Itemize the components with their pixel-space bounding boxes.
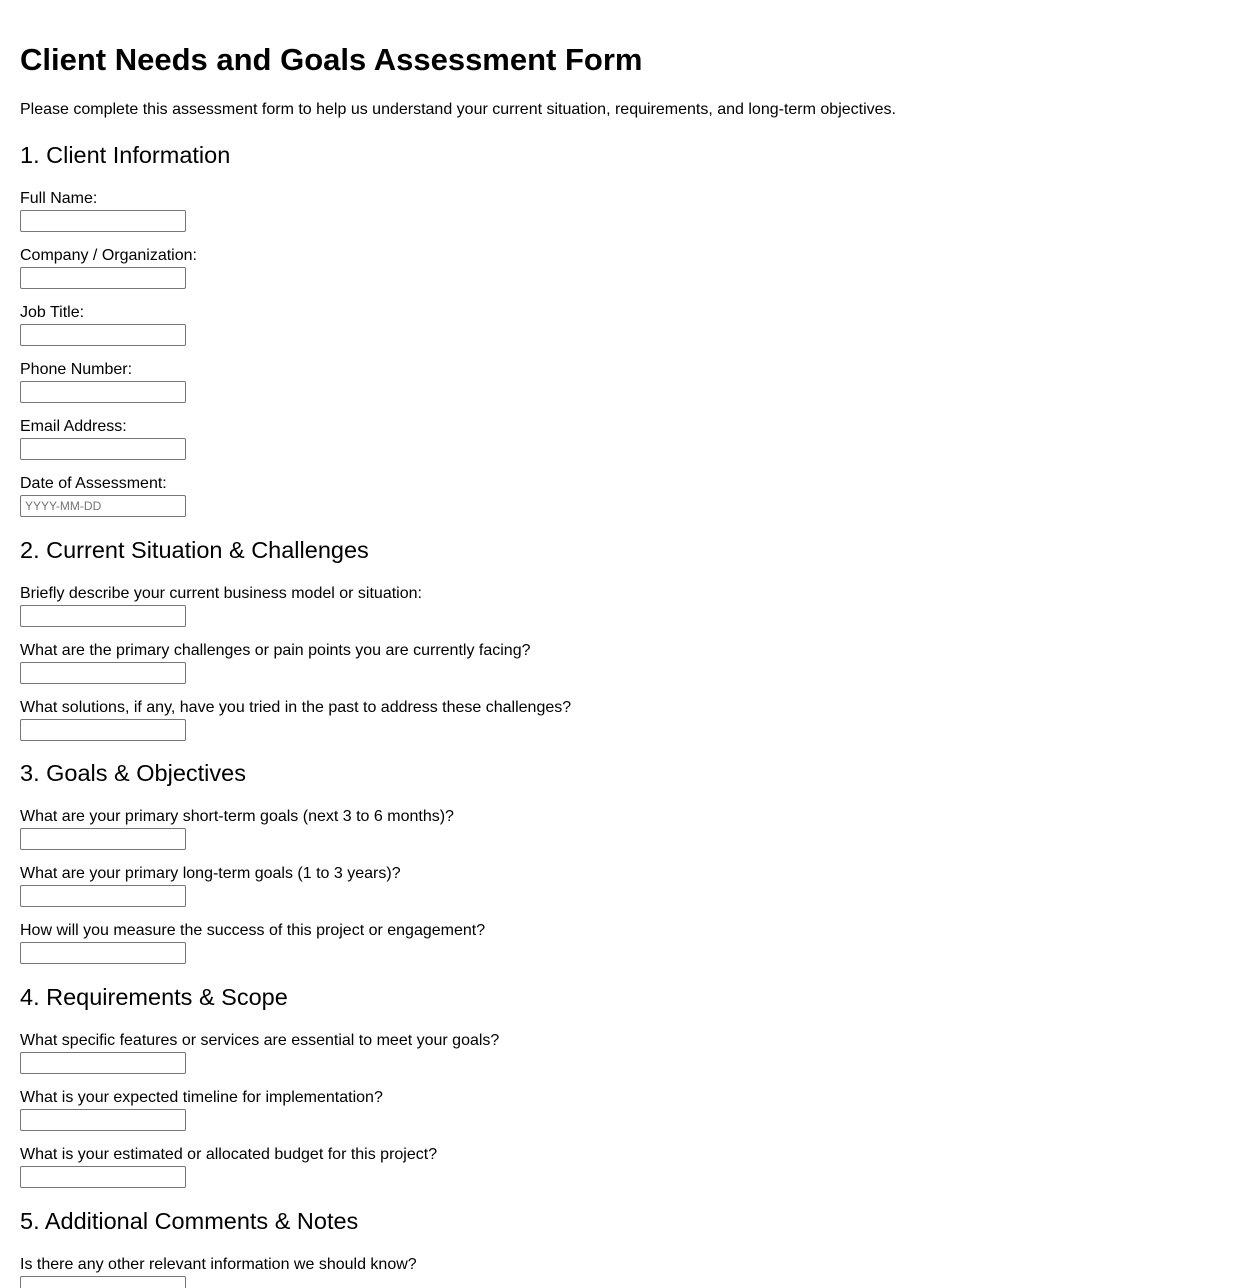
field-business-model — [20, 585, 1220, 642]
section-additional-comments — [20, 1206, 1220, 1288]
section-heading-goals-objectives: 3. Goals & Objectives — [20, 760, 246, 786]
email-input[interactable] — [20, 438, 186, 460]
job-title-input[interactable] — [20, 324, 186, 346]
past-solutions-label: What solutions, if any, have you tried in the past to address these challenges? — [20, 699, 572, 716]
field-other-info — [20, 1256, 1220, 1288]
field-past-solutions — [20, 699, 1220, 756]
success-measure-label: How will you measure the success of this project or engagement? — [20, 922, 486, 939]
field-phone — [20, 361, 1220, 418]
field-essential-features — [20, 1032, 1220, 1089]
field-email — [20, 418, 1220, 475]
field-long-term-goals — [20, 865, 1220, 922]
field-date — [20, 475, 1220, 532]
essential-features-label: What specific features or services are essential to meet your goals? — [20, 1032, 500, 1049]
section-heading-client-information: 1. Client Information — [20, 142, 231, 168]
timeline-input[interactable] — [20, 1109, 186, 1131]
section-client-information — [20, 140, 1220, 532]
long-term-goals-input[interactable] — [20, 885, 186, 907]
form-intro: Please complete this assessment form to help us understand your current situation, requirements, and long-term objectives. — [20, 101, 896, 118]
section-heading-requirements-scope: 4. Requirements & Scope — [20, 984, 288, 1010]
date-input[interactable] — [20, 495, 186, 517]
field-full-name — [20, 190, 1220, 247]
section-requirements-scope — [20, 982, 1220, 1203]
field-budget — [20, 1146, 1220, 1203]
field-success-measure — [20, 922, 1220, 979]
field-company — [20, 247, 1220, 304]
phone-input[interactable] — [20, 381, 186, 403]
field-timeline — [20, 1089, 1220, 1146]
company-label: Company / Organization: — [20, 247, 197, 264]
business-model-input[interactable] — [20, 605, 186, 627]
timeline-label: What is your expected timeline for implementation? — [20, 1089, 383, 1106]
business-model-label: Briefly describe your current business model or situation: — [20, 585, 422, 602]
field-short-term-goals — [20, 808, 1220, 865]
section-heading-additional-comments: 5. Additional Comments & Notes — [20, 1208, 359, 1234]
section-current-situation — [20, 535, 1220, 756]
phone-label: Phone Number: — [20, 361, 133, 378]
date-label: Date of Assessment: — [20, 475, 167, 492]
short-term-goals-input[interactable] — [20, 828, 186, 850]
essential-features-input[interactable] — [20, 1052, 186, 1074]
email-label: Email Address: — [20, 418, 127, 435]
challenges-label: What are the primary challenges or pain points you are currently facing? — [20, 642, 531, 659]
budget-input[interactable] — [20, 1166, 186, 1188]
other-info-input[interactable] — [20, 1276, 186, 1288]
full-name-input[interactable] — [20, 210, 186, 232]
form-title: Client Needs and Goals Assessment Form — [20, 42, 643, 77]
other-info-label: Is there any other relevant information we should know? — [20, 1256, 417, 1273]
job-title-label: Job Title: — [20, 304, 85, 321]
section-goals-objectives — [20, 758, 1220, 979]
short-term-goals-label: What are your primary short-term goals (next 3 to 6 months)? — [20, 808, 454, 825]
success-measure-input[interactable] — [20, 942, 186, 964]
field-challenges — [20, 642, 1220, 699]
challenges-input[interactable] — [20, 662, 186, 684]
long-term-goals-label: What are your primary long-term goals (1 to 3 years)? — [20, 865, 401, 882]
company-input[interactable] — [20, 267, 186, 289]
field-job-title — [20, 304, 1220, 361]
budget-label: What is your estimated or allocated budget for this project? — [20, 1146, 438, 1163]
full-name-label: Full Name: — [20, 190, 98, 207]
section-heading-current-situation: 2. Current Situation & Challenges — [20, 537, 369, 563]
past-solutions-input[interactable] — [20, 719, 186, 741]
